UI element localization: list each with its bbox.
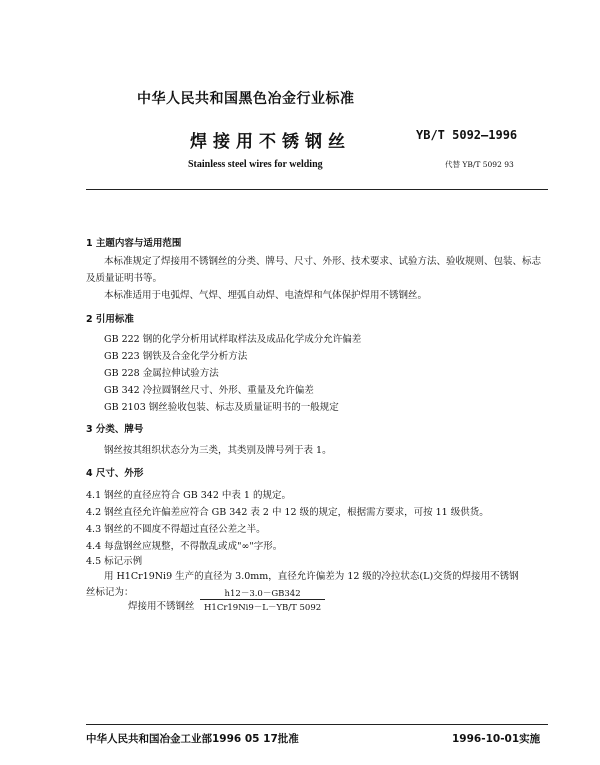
footer-divider bbox=[86, 724, 548, 725]
marking-numerator: h12－3.0－GB342 bbox=[224, 589, 301, 599]
reference-item: GB 222 钢的化学分析用试样取样法及成品化学成分允许偏差 bbox=[104, 334, 362, 345]
issuing-authority: 中华人民共和国黑色冶金行业标准 bbox=[137, 91, 355, 107]
implementation-date: 1996-10-01实施 bbox=[452, 733, 541, 745]
reference-item: GB 2103 钢丝验收包装、标志及质量证明书的一般规定 bbox=[104, 402, 339, 413]
marking-fraction bbox=[200, 587, 325, 613]
section-3-paragraph: 钢丝按其组织状态分为三类，其类别及牌号列于表 1。 bbox=[104, 445, 332, 456]
clause-4-3: 4.3 钢丝的不圆度不得超过直径公差之半。 bbox=[86, 524, 266, 535]
section-2-heading: 2 引用标准 bbox=[86, 314, 134, 325]
section-1-heading: 1 主题内容与适用范围 bbox=[86, 238, 182, 249]
clause-4-5: 4.5 标记示例 bbox=[86, 556, 143, 567]
marking-denominator: H1Cr19Ni9－L－YB/T 5092 bbox=[200, 599, 325, 613]
english-title: Stainless steel wires for welding bbox=[188, 159, 323, 170]
reference-item: GB 342 冷拉圆钢丝尺寸、外形、重量及允许偏差 bbox=[104, 385, 314, 396]
approval-statement: 中华人民共和国冶金工业部1996 05 17批准 bbox=[86, 733, 299, 745]
replaces-note: 代替 YB/T 5092 93 bbox=[445, 160, 514, 169]
section-4-heading: 4 尺寸、外形 bbox=[86, 468, 144, 479]
clause-4-2: 4.2 钢丝直径允许偏差应符合 GB 342 表 2 中 12 级的规定，根据需方要求，可按 11 级供货。 bbox=[86, 507, 489, 518]
reference-item: GB 228 金属拉伸试验方法 bbox=[104, 368, 219, 379]
section-1-paragraph-1-cont: 及质量证明书等。 bbox=[86, 273, 163, 284]
clause-4-1: 4.1 钢丝的直径应符合 GB 342 中表 1 的规定。 bbox=[86, 490, 291, 501]
clause-4-4: 4.4 每盘钢丝应规整，不得散乱或成"∞"字形。 bbox=[86, 541, 283, 552]
reference-item: GB 223 钢铁及合金化学分析方法 bbox=[104, 351, 248, 362]
section-3-heading: 3 分类、牌号 bbox=[86, 424, 144, 435]
marking-example-line-1: 用 H1Cr19Ni9 生产的直径为 3.0mm，直径允许偏差为 12 级的冷拉状态(L)交货的焊接用不锈钢 bbox=[104, 571, 519, 582]
section-1-paragraph-1: 本标准规定了焊接用不锈钢丝的分类、牌号、尺寸、外形、技术要求、试验方法、验收规则、包装、标志 bbox=[104, 256, 542, 267]
marking-prefix: 焊接用不锈钢丝 bbox=[128, 601, 195, 612]
document-title: 焊接用不锈钢丝 bbox=[190, 132, 351, 152]
marking-example-line-2: 丝标记为： bbox=[86, 587, 134, 598]
standard-code: YB/T 5092—1996 bbox=[416, 128, 518, 142]
section-1-paragraph-2: 本标准适用于电弧焊、气焊、埋弧自动焊、电渣焊和气体保护焊用不锈钢丝。 bbox=[104, 290, 428, 301]
header-divider bbox=[86, 189, 548, 190]
